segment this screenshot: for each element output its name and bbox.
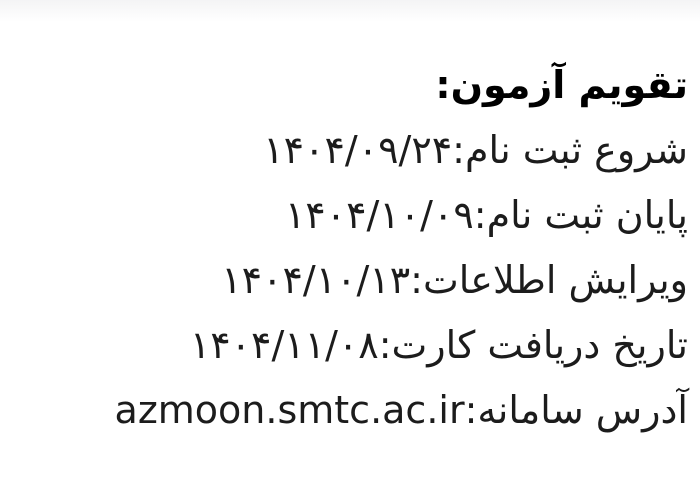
top-edge-fade — [0, 0, 700, 22]
info-edit-date: ۱۴۰۴/۱۰/۱۳ — [221, 257, 411, 302]
registration-start-row — [10, 117, 688, 182]
card-pickup-row — [10, 312, 688, 377]
registration-end-label: پایان ثبت نام: — [473, 192, 688, 237]
registration-start-label: شروع ثبت نام: — [452, 127, 688, 172]
card-pickup-label: تاریخ دریافت کارت: — [378, 322, 688, 367]
exam-calendar-title: تقویم آزمون: — [435, 62, 688, 107]
info-edit-row — [10, 247, 688, 312]
portal-address-label: آدرس سامانه: — [464, 387, 688, 432]
exam-info-panel — [10, 52, 688, 442]
info-edit-label: ویرایش اطلاعات: — [410, 257, 688, 302]
registration-end-date: ۱۴۰۴/۱۰/۰۹ — [284, 192, 474, 237]
card-pickup-date: ۱۴۰۴/۱۱/۰۸ — [189, 322, 379, 367]
portal-address-row — [10, 377, 688, 442]
registration-end-row — [10, 182, 688, 247]
portal-url: azmoon.smtc.ac.ir — [114, 387, 465, 432]
registration-start-date: ۱۴۰۴/۰۹/۲۴ — [263, 127, 453, 172]
